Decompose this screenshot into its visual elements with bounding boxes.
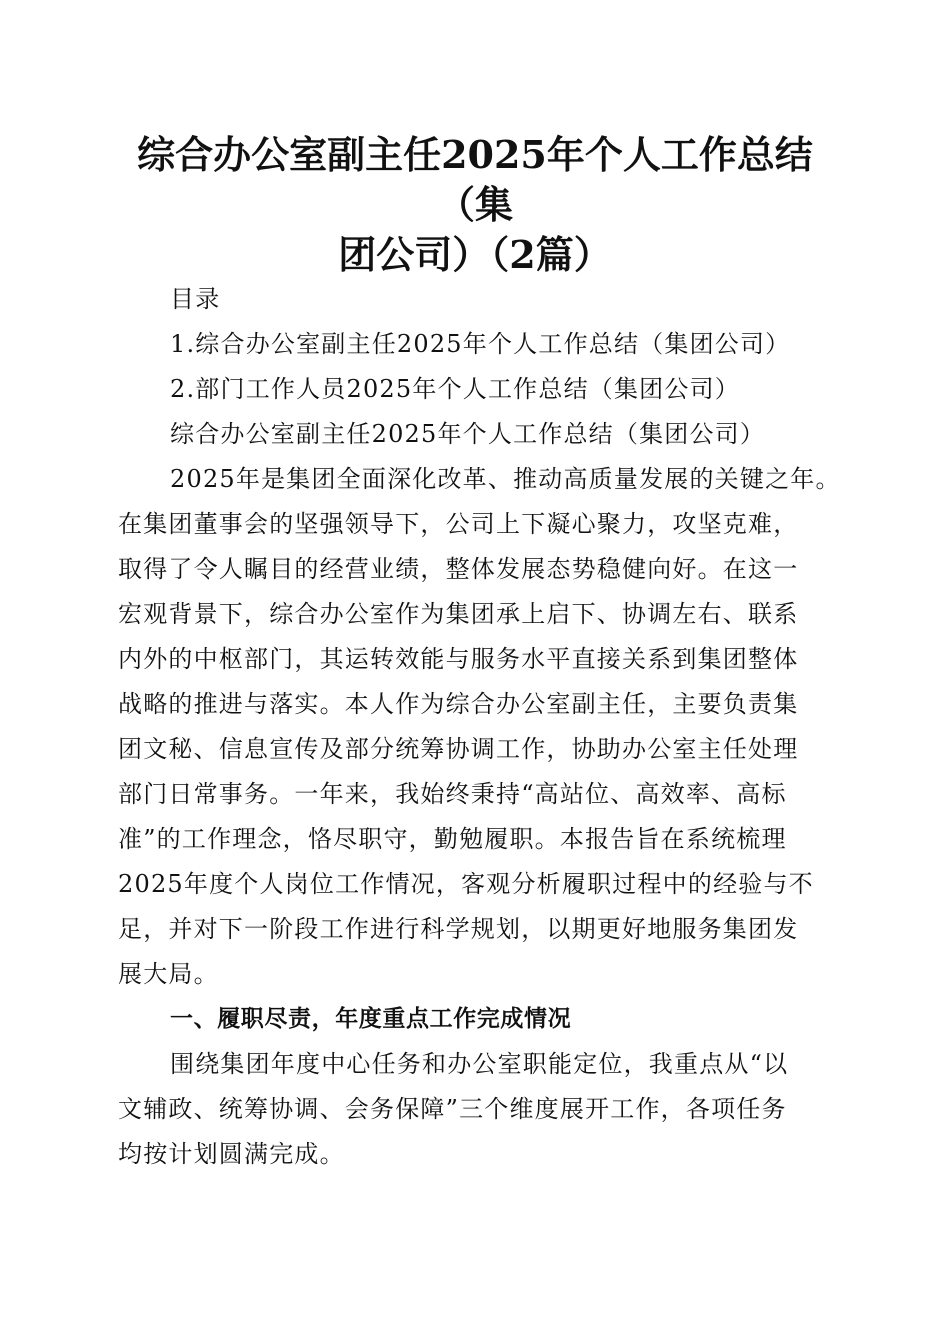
toc-label: 目录 [170,285,221,313]
text-line: 取得了令人瞩目的经营业绩，整体发展态势稳健向好。在这一 [118,555,799,583]
document-title [100,130,850,280]
intro-paragraph [118,457,841,997]
text-line: 文辅政、统筹协调、会务保障”三个维度展开工作，各项任务 [118,1095,787,1123]
text-line: 团文秘、信息宣传及部分统筹协调工作，协助办公室主任处理 [118,735,799,763]
text-line: 2025年是集团全面深化改革、推动高质量发展的关键之年。 [170,465,841,493]
text-line: 准”的工作理念，恪尽职守，勤勉履职。本报告旨在系统梳理 [118,825,787,853]
text-line: 足，并对下一阶段工作进行科学规划，以期更好地服务集团发 [118,915,799,943]
section-1-heading: 一、履职尽责，年度重点工作完成情况 [170,1006,572,1032]
text-line: 围绕集团年度中心任务和办公室职能定位，我重点从“以 [170,1050,789,1078]
text-line: 均按计划圆满完成。 [118,1140,345,1168]
toc-item-2[interactable]: 2.部门工作人员2025年个人工作总结（集团公司） [170,375,740,403]
text-line: 在集团董事会的坚强领导下，公司上下凝心聚力，攻坚克难， [118,510,799,538]
title-line-1: 综合办公室副主任2025年个人工作总结（集 [137,132,813,227]
text-line: 宏观背景下，综合办公室作为集团承上启下、协调左右、联系 [118,600,799,628]
toc-item-1[interactable]: 1.综合办公室副主任2025年个人工作总结（集团公司） [170,330,791,358]
text-line: 内外的中枢部门，其运转效能与服务水平直接关系到集团整体 [118,645,799,673]
title-line-2: 团公司）（2篇） [338,232,612,277]
section-1-paragraph [118,1042,838,1177]
text-line: 部门日常事务。一年来，我始终秉持“高站位、高效率、高标 [118,780,787,808]
text-line: 展大局。 [118,960,219,988]
text-line: 战略的推进与落实。本人作为综合办公室副主任，主要负责集 [118,690,799,718]
text-line: 2025年度个人岗位工作情况，客观分析履职过程中的经验与不 [118,870,814,898]
section-subtitle: 综合办公室副主任2025年个人工作总结（集团公司） [170,420,766,448]
document-body [118,277,841,1177]
